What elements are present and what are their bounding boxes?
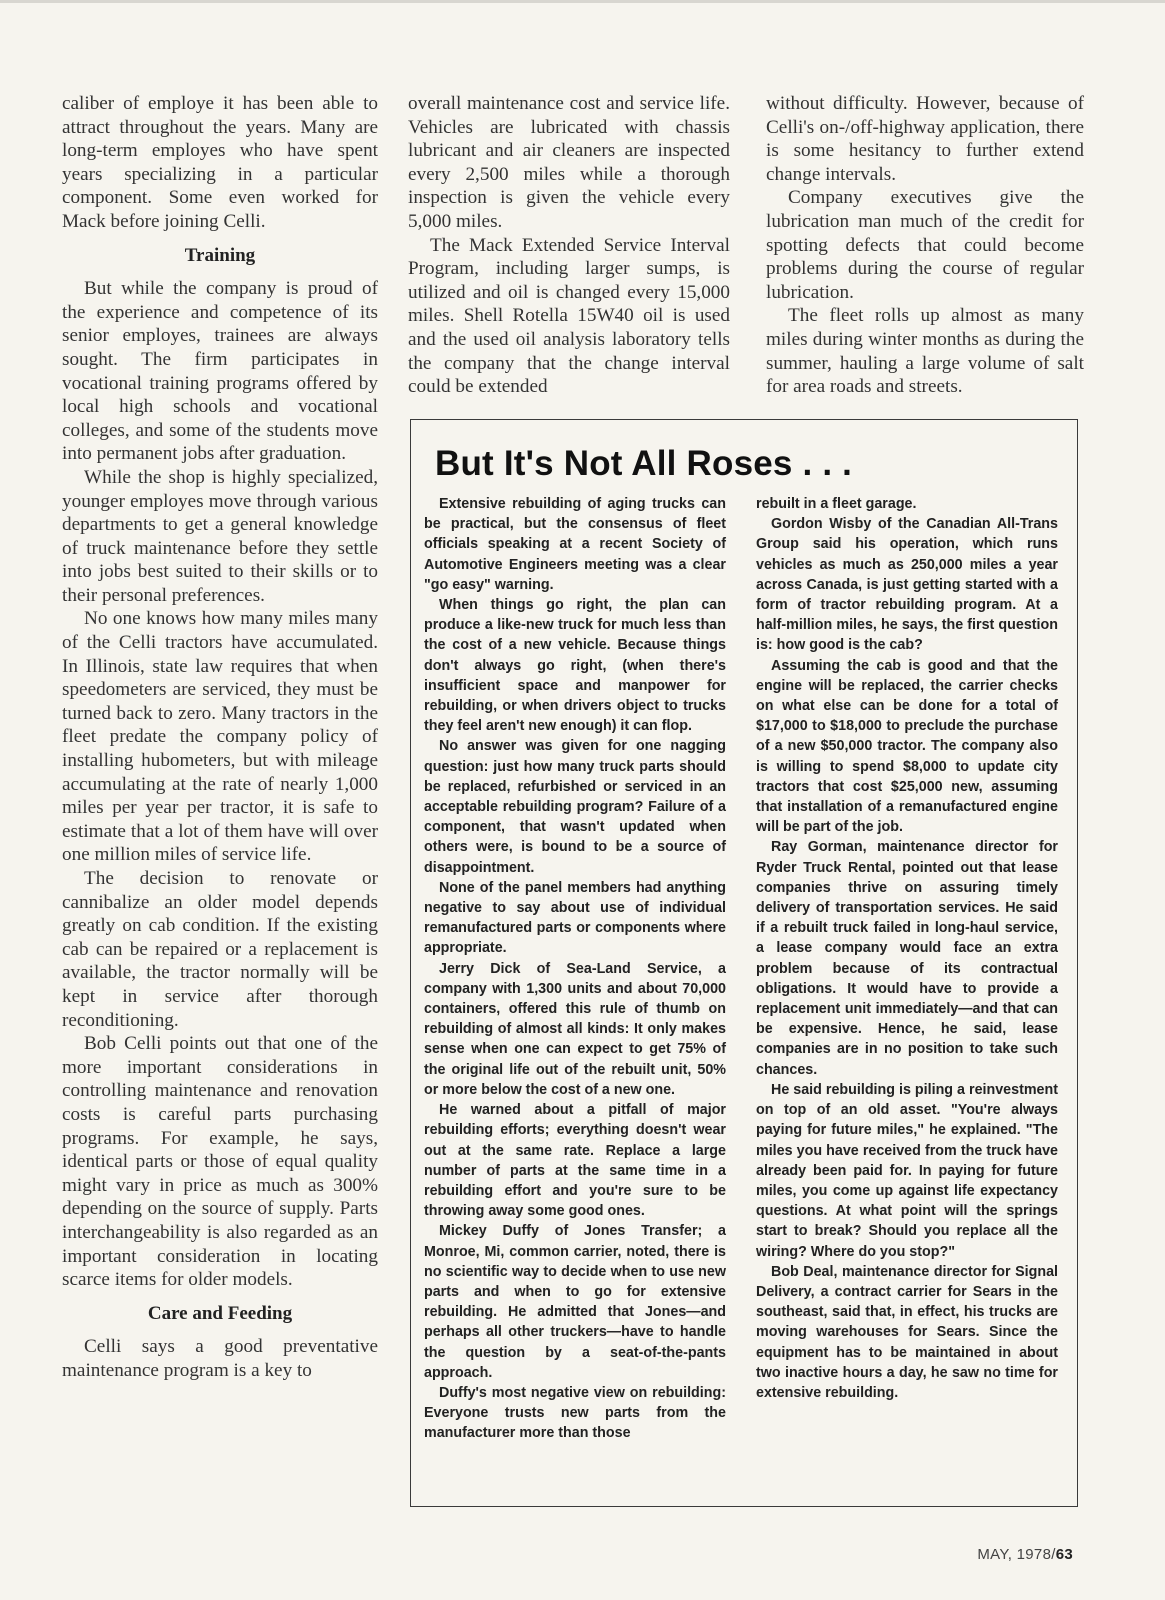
sidebar-title: But It's Not All Roses . . .: [435, 444, 853, 483]
paragraph: No one knows how many miles many of the Celli tractors have accumulated. In Illinois, state law requires that when speedometers are serviced, they must be turned back to zero. Many tractors in the fleet predate the company policy of installing hubometers, but with mileage accumulating at the rate of nearly 1,000 miles per year per tractor, it is safe to estimate that a lot of them have will over one million miles of service life.: [62, 608, 378, 866]
page-footer: [977, 1546, 1073, 1563]
paragraph: caliber of employe it has been able to attract throughout the years. Many are long-term employes who have spent years specializing in a particular component. Some even worked for Mack before joining Celli.: [62, 93, 378, 232]
article-column-1: [62, 92, 378, 1382]
subhead-care-and-feeding: Care and Feeding: [147, 1302, 293, 1324]
top-rule: [0, 0, 1165, 3]
paragraph: None of the panel members had anything negative to say about use of individual remanufactured parts or components where appropriate.: [424, 879, 726, 957]
article-column-2: [408, 92, 730, 399]
paragraph: The decision to renovate or cannibalize an older model depends greatly on cab condition. If the existing cab can be repaired or a replacement is available, the tractor normally will be kept in service after thorough reconditioning.: [62, 868, 378, 1031]
paragraph: Duffy's most negative view on rebuilding: Everyone trusts new parts from the manufacturer more than those: [424, 1384, 726, 1442]
subhead-training: Training: [184, 244, 256, 266]
paragraph: No answer was given for one nagging question: just how many truck parts should be replaced, refurbished or serviced in an acceptable rebuilding program? Failure of a component, that wasn't updated when others were, is bound to be a source of disappointment.: [424, 738, 726, 876]
paragraph: without difficulty. However, because of Celli's on-/off-highway application, there is some hesitancy to further extend change intervals.: [766, 93, 1084, 185]
paragraph: rebuilt in a fleet garage.: [756, 496, 917, 512]
page-number: 63: [1055, 1546, 1073, 1563]
paragraph: Ray Gorman, maintenance director for Ryder Truck Rental, pointed out that lease companies thrive on assuring timely delivery of transportation services. He said if a rebuilt truck failed in long-haul service, a lease company would face an extra problem because of its contractual obligations. It would have to provide a replacement unit immediately—and that can be expensive. Hence, he said, lease companies are in no position to take such chances.: [756, 839, 1058, 1078]
sidebar-column-1: [424, 494, 726, 1444]
paragraph: overall maintenance cost and service life. Vehicles are lubricated with chassis lubricant and air cleaners are inspected every 2,500 miles while a thorough inspection is given the vehicle every 5,000 miles.: [408, 93, 730, 232]
sidebar-box: [410, 419, 1078, 1507]
paragraph: The Mack Extended Service Interval Program, including larger sumps, is utilized and oil is changed every 15,000 miles. Shell Rotella 15W40 oil is used and the used oil analysis laboratory tells the company that the change interval could be extended: [408, 234, 730, 398]
paragraph: Bob Celli points out that one of the more important considerations in controlling maintenance and renovation costs is careful parts purchasing programs. For example, he says, identical parts or those of equal quality might vary in price as much as 300% depending on the source of supply. Parts interchangeability is also regarded as an important consideration in locating scarce items for older models.: [62, 1033, 378, 1291]
sidebar-column-2: [756, 494, 1058, 1403]
paragraph: Extensive rebuilding of aging trucks can be practical, but the consensus of fleet officials speaking at a recent Society of Automotive Engineers meeting was a clear "go easy" warning.: [424, 496, 726, 593]
paragraph: Bob Deal, maintenance director for Signal Delivery, a contract carrier for Sears in the southeast, said that, in effect, his trucks are moving warehouses for Sears. Since the equipment has to be maintained in about two inactive hours a day, he saw no time for extensive rebuilding.: [756, 1263, 1058, 1401]
paragraph: Company executives give the lubrication man much of the credit for spotting defects that could become problems during the course of regular lubrication.: [766, 187, 1084, 303]
paragraph: Gordon Wisby of the Canadian All-Trans Group said his operation, which runs vehicles as much as 250,000 miles a year across Canada, is just getting started with a form of tractor rebuilding program. At a half-million miles, he says, the first question is: how good is the cab?: [756, 516, 1058, 654]
paragraph: While the shop is highly specialized, younger employes move through various departments to get a general knowledge of truck maintenance before they settle into jobs best suited to their skills or to their personal preferences.: [62, 466, 378, 606]
paragraph: He said rebuilding is piling a reinvestment on top of an old asset. "You're always paying for future miles," he explained. "The miles you have received from the truck have already been paid for. In paying for future miles, you come up against life expectancy questions. At what point will the springs start to break? Should you replace all the wiring? Where do you stop?": [756, 1081, 1058, 1260]
paragraph: Mickey Duffy of Jones Transfer; a Monroe, Mi, common carrier, noted, there is no scientific way to decide when to use new parts and when to go for extensive rebuilding. He admitted that Jones—and perhaps all other truckers—have to handle the question by a seat-of-the-pants approach.: [424, 1223, 726, 1381]
paragraph: Assuming the cab is good and that the engine will be replaced, the carrier checks on what else can be done for a total of $17,000 to $18,000 to preclude the purchase of a new $50,000 tractor. The company also is willing to spend $8,000 to update city tractors that cost $25,000 new, assuming that installation of a remanufactured engine will be part of the job.: [756, 657, 1058, 836]
paragraph: The fleet rolls up almost as many miles during winter months as during the summer, hauling a large volume of salt for area roads and streets.: [766, 305, 1084, 398]
paragraph: Jerry Dick of Sea-Land Service, a company with 1,300 units and about 70,000 containers, offered this rule of thumb on rebuilding of almost all kinds: It only makes sense when one can expect to get 75% of the original life out of the rebuilt unit, 50% or more below the cost of a new one.: [424, 960, 726, 1098]
paragraph: When things go right, the plan can produce a like-new truck for much less than the cost of a new vehicle. Because things don't always go right, (when there's insufficient space and manpower for rebuilding, or when drivers object to trucks they feel aren't new enough) it can flop.: [424, 597, 726, 735]
paragraph: Celli says a good preventative maintenance program is a key to: [62, 1336, 378, 1381]
article-column-3: [766, 92, 1084, 399]
issue-date: MAY, 1978/: [977, 1546, 1056, 1563]
paragraph: He warned about a pitfall of major rebuilding efforts; everything doesn't wear out at the same rate. Replace a large number of parts at the same time in a rebuilding effort and you're sure to be throwing away some good ones.: [424, 1102, 726, 1220]
paragraph: But while the company is proud of the experience and competence of its senior employes, trainees are always sought. The firm participates in vocational training programs offered by local high schools and vocational colleges, and some of the students move into permanent jobs after graduation.: [62, 278, 378, 465]
